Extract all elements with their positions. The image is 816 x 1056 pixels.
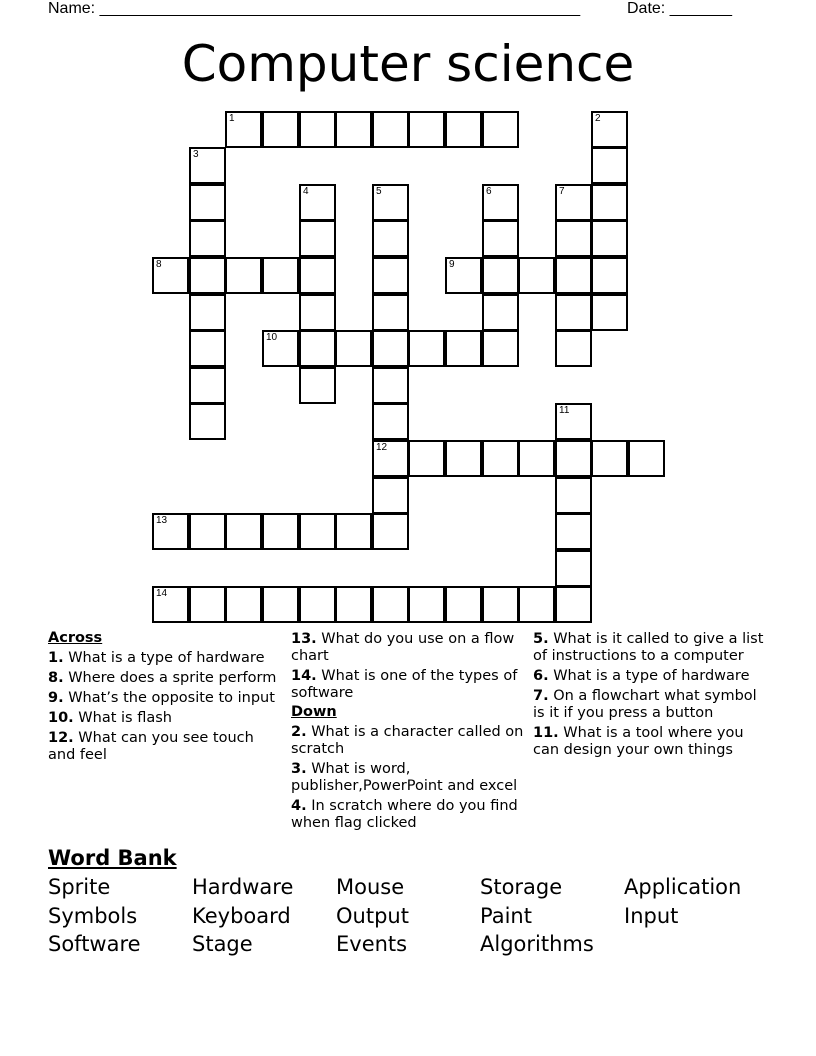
clue-number: 3. [291,761,307,777]
clue-number: 5. [533,631,549,647]
clue-number: 1 [229,113,235,124]
grid-cell[interactable] [189,367,226,404]
clue-number: 3 [193,149,199,160]
grid-cell[interactable] [262,586,299,623]
grid-cell[interactable] [299,220,336,257]
grid-cell[interactable] [482,586,519,623]
grid-cell[interactable] [555,440,592,477]
grid-cell[interactable] [189,147,226,184]
grid-cell[interactable] [372,330,409,367]
grid-cell[interactable] [152,513,189,550]
clue-text: What is a type of hardware [63,650,265,666]
grid-cell[interactable] [152,586,189,623]
grid-cell[interactable] [408,586,445,623]
clue [291,631,526,665]
grid-cell[interactable] [299,367,336,404]
grid-cell[interactable] [408,330,445,367]
grid-cell[interactable] [591,147,628,184]
across-heading: Across [48,630,103,646]
grid-cell[interactable] [262,111,299,148]
clue-number: 13 [156,515,168,526]
grid-cell[interactable] [482,184,519,221]
grid-cell[interactable] [445,257,482,294]
grid-cell[interactable] [262,330,299,367]
grid-cell[interactable] [225,257,262,294]
clue-text: What is word, publisher,PowerPoint and excel [291,761,518,794]
grid-cell[interactable] [555,220,592,257]
grid-cell[interactable] [372,257,409,294]
clue [291,761,526,795]
grid-cell[interactable] [445,440,482,477]
grid-cell[interactable] [189,294,226,331]
word-bank-word: Paint [480,904,532,928]
word-bank-word: Keyboard [192,904,291,928]
clue-number: 6 [486,186,492,197]
grid-cell[interactable] [189,257,226,294]
grid-cell[interactable] [591,220,628,257]
grid-cell[interactable] [372,440,409,477]
clue-text: What’s the opposite to input [63,690,275,706]
word-bank-word: Input [624,904,679,928]
clue-text: What is flash [73,710,172,726]
grid-cell[interactable] [555,184,592,221]
grid-cell[interactable] [299,513,336,550]
clue-text: What is a tool where you can design your own things [533,725,744,758]
grid-cell[interactable] [555,403,592,440]
clue [533,725,768,759]
grid-cell[interactable] [482,257,519,294]
grid-cell[interactable] [482,111,519,148]
clue-text: What can you see touch and feel [48,730,254,763]
grid-cell[interactable] [372,513,409,550]
grid-cell[interactable] [555,330,592,367]
grid-cell[interactable] [189,513,226,550]
grid-cell[interactable] [299,586,336,623]
clue [533,668,768,685]
clue-number: 4. [291,798,307,814]
grid-cell[interactable] [152,257,189,294]
grid-cell[interactable] [555,550,592,587]
clue [48,710,283,727]
grid-cell[interactable] [482,220,519,257]
grid-cell[interactable] [225,586,262,623]
word-bank-title: Word Bank [48,846,177,870]
word-bank-word: Symbols [48,904,138,928]
grid-cell[interactable] [372,184,409,221]
clue-number: 9. [48,690,64,706]
clue-number: 8. [48,670,64,686]
clue [48,650,283,667]
grid-cell[interactable] [555,477,592,514]
word-bank-word: Application [624,875,742,899]
word-bank-word: Mouse [336,875,405,899]
clue-number: 8 [156,259,162,270]
clue [533,688,768,722]
clue-column-1 [48,628,283,764]
grid-cell[interactable] [299,111,336,148]
grid-cell[interactable] [225,513,262,550]
clue-text: What do you use on a flow chart [291,631,515,664]
clue [291,798,526,832]
grid-cell[interactable] [372,403,409,440]
grid-cell[interactable] [335,330,372,367]
grid-cell[interactable] [372,294,409,331]
grid-cell[interactable] [555,513,592,550]
word-bank-word: Algorithms [480,932,594,956]
clue-number: 10 [266,332,278,343]
clue [533,631,768,665]
clue-column-3 [533,628,768,759]
grid-cell[interactable] [189,403,226,440]
clue-number: 14 [156,588,168,599]
clue-text: What is a type of hardware [548,668,750,684]
grid-cell[interactable] [262,257,299,294]
grid-cell[interactable] [372,220,409,257]
name-field-label: Name: ______________________________________________________ [48,0,581,17]
clue-text: What is a character called on scratch [291,724,524,757]
word-bank-word: Stage [192,932,253,956]
grid-cell[interactable] [555,294,592,331]
clue-number: 11 [559,405,570,416]
clue-number: 10. [48,710,74,726]
clue-text: What is one of the types of software [291,668,518,701]
clue-number: 11. [533,725,559,741]
word-bank-word: Software [48,932,141,956]
clue-number: 12 [376,442,388,453]
grid-cell[interactable] [518,440,555,477]
down-heading: Down [291,704,337,720]
grid-cell[interactable] [555,257,592,294]
grid-cell[interactable] [262,513,299,550]
grid-cell[interactable] [335,586,372,623]
grid-cell[interactable] [189,586,226,623]
word-bank-word: Storage [480,875,563,899]
clue-number: 6. [533,668,549,684]
grid-cell[interactable] [628,440,665,477]
grid-cell[interactable] [372,586,409,623]
grid-cell[interactable] [482,330,519,367]
clue-text: Where does a sprite perform [63,670,277,686]
grid-cell[interactable] [189,330,226,367]
grid-cell[interactable] [482,294,519,331]
grid-cell[interactable] [225,111,262,148]
grid-cell[interactable] [408,111,445,148]
clue-number: 2. [291,724,307,740]
clue [48,690,283,707]
grid-cell[interactable] [591,257,628,294]
word-bank-word: Sprite [48,875,111,899]
grid-cell[interactable] [591,184,628,221]
grid-cell[interactable] [445,330,482,367]
clue-number: 2 [595,113,601,124]
grid-cell[interactable] [445,111,482,148]
grid-cell[interactable] [372,111,409,148]
grid-cell[interactable] [591,294,628,331]
grid-cell[interactable] [189,184,226,221]
grid-cell[interactable] [335,513,372,550]
clue-number: 4 [303,186,309,197]
grid-cell[interactable] [372,477,409,514]
grid-cell[interactable] [518,586,555,623]
clue-number: 7. [533,688,549,704]
grid-cell[interactable] [482,440,519,477]
clue-number: 7 [559,186,565,197]
grid-cell[interactable] [299,294,336,331]
clue-number: 5 [376,186,382,197]
clue-number: 14. [291,668,317,684]
page-title: Computer science [181,35,635,93]
clue-number: 12. [48,730,74,746]
grid-cell[interactable] [335,111,372,148]
grid-cell[interactable] [299,257,336,294]
word-bank-word: Events [336,932,408,956]
clue [48,730,283,764]
clue-number: 1. [48,650,64,666]
grid-cell[interactable] [408,440,445,477]
word-bank-word: Output [336,904,409,928]
grid-cell[interactable] [591,440,628,477]
clue-column-2 [291,628,526,832]
clue [48,670,283,687]
word-bank-word: Hardware [192,875,294,899]
grid-cell[interactable] [189,220,226,257]
clue-text: On a flowchart what symbol is it if you press a button [533,688,757,721]
grid-cell[interactable] [591,111,628,148]
grid-cell[interactable] [518,257,555,294]
clue-text: What is it called to give a list of instructions to a computer [533,631,764,664]
date-field-label: Date: _______ [627,0,732,17]
grid-cell[interactable] [299,184,336,221]
grid-cell[interactable] [445,586,482,623]
clue-text: In scratch where do you find when flag clicked [291,798,518,831]
clue-number: 13. [291,631,317,647]
clue [291,668,526,702]
clue [291,724,526,758]
clue-number: 9 [449,259,455,270]
grid-cell[interactable] [555,586,592,623]
grid-cell[interactable] [299,330,336,367]
grid-cell[interactable] [372,367,409,404]
